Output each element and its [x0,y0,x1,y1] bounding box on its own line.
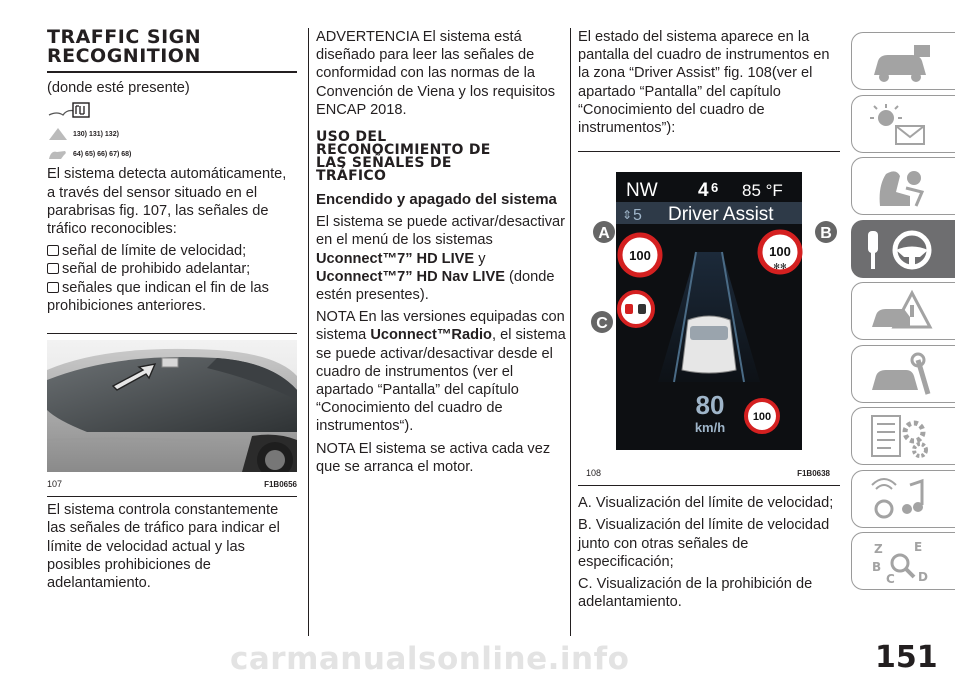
tab-index[interactable] [851,532,955,590]
icon-refs [47,101,297,161]
sign-bottom-value: 100 [752,411,772,424]
bullet-item: señal de prohibido adelantar; [47,260,297,278]
page-number: 151 [875,640,938,675]
svg-text:Z: Z [874,542,883,556]
watermark: carmanualsonline.info [230,641,630,677]
svg-text:D: D [918,570,928,584]
bullet-item: señal de límite de velocidad; [47,242,297,260]
figure-number: 108 [586,468,602,479]
list-gears-icon [866,412,936,462]
seat-safety-icon [866,162,936,212]
note-refs: 64) 65) 66) 67) 68) [73,150,132,158]
note-paragraph: NOTA El sistema se activa cada vez que se arranca el motor. [316,440,551,475]
gear-sub: 6 [711,180,719,196]
availability-note: (donde esté presente) [47,80,190,96]
tab-safety[interactable] [851,157,955,215]
tab-emergency[interactable] [851,282,955,340]
intro-paragraph: El estado del sistema aparece en la pantalla del cuadro de instrumentos en la zona “Driver Assist” fig. 108(ver el apartado “Pantalla” del capítulo “Conocimiento del cuadro de instrumentos”): [578,29,830,137]
title-rule [47,71,297,73]
windshield-sensor-photo [47,340,297,472]
no-overtaking-sign [619,292,653,326]
column-right [578,28,840,615]
bullet-item: señales que indican el fin de las prohibiciones anteriores. [47,279,269,314]
figure-rule-bottom [47,496,297,497]
figure-caption [47,479,297,490]
figure-rule-bottom [578,485,840,486]
figure-code: F1B0638 [797,469,830,479]
tab-vehicle-knowledge[interactable] [851,32,955,90]
section-title: TRAFFIC SIGN RECOGNITION [47,26,202,67]
checkbox-bullet-icon [47,263,59,274]
callout-c: C [596,315,608,333]
ecu-icon [47,101,93,121]
checkbox-bullet-icon [47,245,59,256]
warning-light-envelope-icon [866,100,936,150]
key-steering-wheel-icon [862,225,942,275]
figure-code: F1B0656 [264,480,297,490]
cruise-num: 5 [633,207,642,225]
column-left [47,28,297,596]
figure-108 [578,152,840,485]
sign-left-value: 100 [629,248,651,264]
warning-paragraph: ADVERTENCIA El sistema está diseñado para leer las señales de conformidad con las normas de la Convención de Viena y los requisitos ENCAP 2018. [316,29,556,118]
tab-maintenance[interactable] [851,345,955,403]
figure-107 [47,340,297,490]
compass-heading: NW [626,180,658,202]
legend-item: A. Visualización del límite de velocidad; [578,495,834,512]
intro-paragraph: El sistema detecta automáticamente, a través del sensor situado en el parabrisas fig. 107, las señales de tráfico reconocibles: [47,166,287,238]
column-divider [570,28,571,636]
body-paragraph: El sistema controla constantemente las señales de tráfico para indicar el límite de velocidad actual y las posibles prohibiciones de adelantamiento. [47,502,280,592]
tab-multimedia[interactable] [851,470,955,528]
warning-triangle-icon [47,127,69,141]
sign-right-value: 100 [769,244,791,260]
figure-number: 107 [47,479,63,490]
tab-starting-driving[interactable] [851,220,955,278]
column-divider [308,28,309,636]
alphabet-search-icon [866,537,936,587]
cluster-display [578,152,840,462]
crash-warning-icon [866,287,936,337]
note-hand-icon [47,147,69,161]
figure-rule [47,333,297,334]
subheading: Encendido y apagado del sistema [316,191,557,209]
svg-text:B: B [872,560,882,574]
legend-item: B. Visualización del límite de velocidad junto con otras señales de especificación; [578,517,830,570]
cruise-icon: ⇕ [622,208,633,223]
callout-a: A [598,225,610,243]
checkbox-bullet-icon [47,282,59,293]
activation-paragraph: El sistema se puede activar/desactivar en el menú de los sistemas Uconnect™7” HD LIVE y Uconnect™7” HD Nav LIVE (donde estén presentes). [316,214,566,304]
gear-indicator: 4 [698,180,709,202]
car-wrench-icon [866,350,936,400]
snowflake-icon: ✻✻ [773,262,787,272]
tab-warning-lights[interactable] [851,95,955,153]
multimedia-icon [866,475,936,525]
car-icon [682,316,736,373]
driver-assist-title: Driver Assist [668,204,774,226]
current-speed: 80 [695,390,725,421]
warning-refs: 130) 131) 132) [73,130,119,138]
figure-caption [586,468,830,479]
section-heading: USO DEL RECONOCIMIENTO DE LAS SEÑALES DE TRÁFICO [316,129,491,185]
car-dashboard-icon [866,37,936,87]
outside-temp: 85 °F [742,181,783,201]
note-paragraph: NOTA En las versiones equipadas con sistema Uconnect™Radio, el sistema se puede activar/desactivar desde el cuadro de instrumentos (ver el apartado “Pantalla” del capítulo “Conocimiento del cuadro de instrumentos“). [316,309,566,435]
svg-text:C: C [886,572,895,586]
column-middle [316,28,568,480]
speed-unit: km/h [694,420,726,436]
svg-text:E: E [914,540,923,554]
legend-item: C. Visualización de la prohibición de adelantamiento. [578,576,813,611]
callout-b: B [820,225,832,243]
tab-technical-data[interactable] [851,407,955,465]
chapter-tabs [851,32,960,595]
